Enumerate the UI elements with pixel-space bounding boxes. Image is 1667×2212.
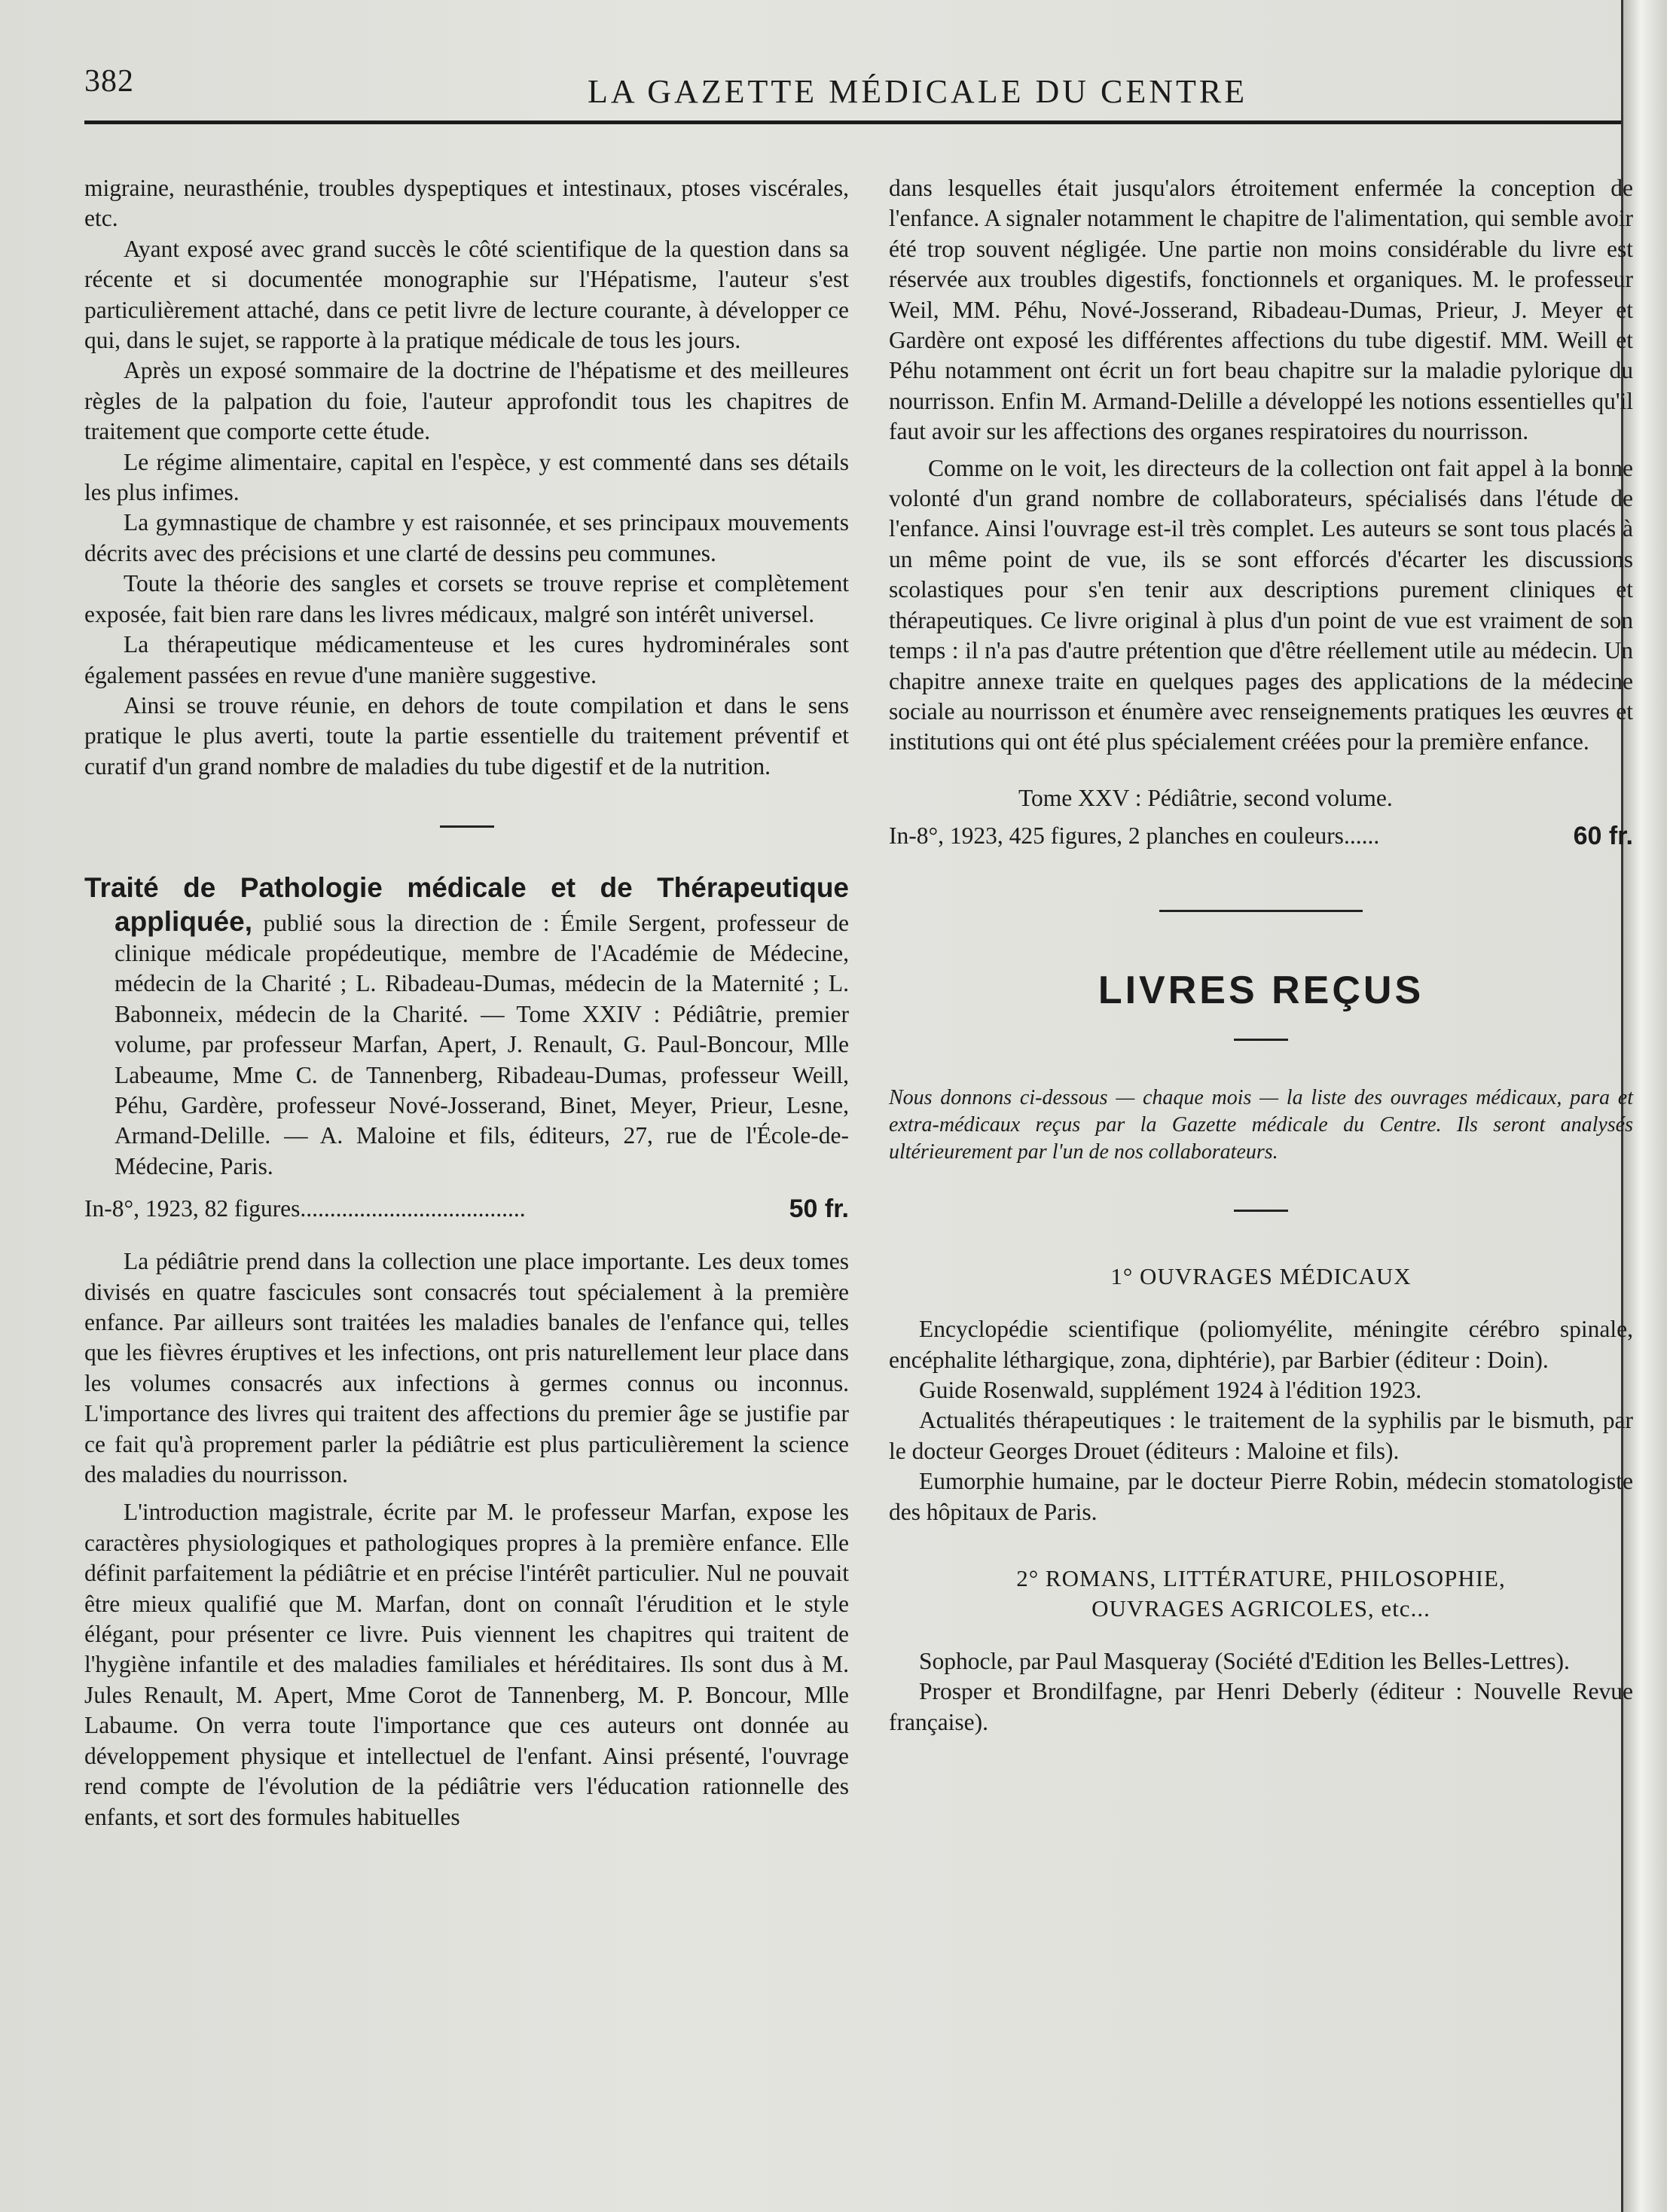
book-entry: Actualités thérapeutiques : le traitement de la syphilis par le bismuth, par le docteur Georges Drouet (éditeurs : Maloine et fils). <box>889 1407 1633 1464</box>
left-paragraph: La gymnastique de chambre y est raisonnée, et ses principaux mouvements décrits avec des précisions et une clarté de dessins peu communes. <box>84 509 849 566</box>
book-price: 60 fr. <box>1573 822 1633 851</box>
tome-line: Tome XXV : Pédiâtrie, second volume. <box>1018 784 1393 811</box>
book-format-line <box>889 821 1633 851</box>
book-description: publié sous la direction de : Émile Sergent, professeur de clinique médicale propédeutique, membre de l'Académie de Médecine, médecin de la Charité ; L. Ribadeau-Dumas, médecin de la Maternité ; L. Babonneix, médecin de la Charité. — Tome XXIV : Pédiâtrie, premier volume, par professeur Marfan, Apert, J. Renault, G. Paul-Boncour, Mlle Labeaume, Mme C. de Tannenberg, Ribadeau-Dumas, professeur Weill, Péhu, Gardère, professeur Nové-Josserand, Binet, Meyer, Prieur, Lesne, Armand-Delille. — A. Maloine et fils, éditeurs, 27, rue de l'École-de-Médecine, Paris. <box>114 909 850 1179</box>
book-format: In-8°, 1923, 425 figures, 2 planches en couleurs...... <box>889 822 1380 850</box>
book-format: In-8°, 1923, 82 figures...................................... <box>84 1195 526 1222</box>
book-review-header <box>84 871 849 1182</box>
right-paragraph: dans lesquelles était jusqu'alors étroitement enfermée la conception de l'enfance. A signaler notamment le chapitre de l'alimentation, qui semble avoir été trop souvent négligée. Une partie non moins considérable du livre est réservée aux troubles digestifs, fonctionnels et organiques. M. le professeur Weil, MM. Péhu, Nové-Josserand, Ribadeau-Dumas, Prieur, J. Meyer et Gardère ont exposé les différentes affections du tube digestif. MM. Weill et Péhu notamment ont écrit un fort beau chapitre sur la maladie pylorique du nourrisson. Enfin M. Armand-Delille a développé les notions essentielles qu'il faut avoir sur les affections des organes respiratoires du nourrisson. <box>889 175 1633 445</box>
left-paragraph: migraine, neurasthénie, troubles dyspeptiques et intestinaux, ptoses viscérales, etc. <box>84 175 849 232</box>
left-paragraph: La pédiâtrie prend dans la collection une place importante. Les deux tomes divisés en quatre fascicules sont consacrés tout spécialement à la première enfance. Par ailleurs sont traitées les maladies banales de l'enfance qui, telles que les fièvres éruptives et les infections, ont pris naturellement leur place dans les volumes consacrés aux infections à germes connus ou inconnus. L'importance des livres qui traitent des affections du premier âge se justifie par ce fait qu'à proprement parler la pédiâtrie est plus particulièrement la science des maladies du nourrisson. <box>84 1248 849 1488</box>
section-note: Nous donnons ci-dessous — chaque mois — la liste des ouvrages médicaux, para et extra-médicaux reçus par la Gazette médicale du Centre. Ils seront analysés ultérieurement par l'un de nos collaborateurs. <box>889 1086 1633 1164</box>
book-format-line <box>84 1194 849 1224</box>
book-entry: Encyclopédie scientifique (poliomyélite, méningite cérébro spinale, encéphalite léthargique, zona, diphtérie), par Barbier (éditeur : Doin). <box>889 1316 1633 1373</box>
section-title: LIVRES REÇUS <box>1098 969 1424 1013</box>
subsection-heading: 1° OUVRAGES MÉDICAUX <box>1110 1263 1412 1290</box>
subsection-heading: 2° ROMANS, LITTÉRATURE, PHILOSOPHIE, <box>1016 1564 1506 1591</box>
header-rule <box>84 121 1621 124</box>
right-column <box>889 173 1633 1738</box>
book-entry: Eumorphie humaine, par le docteur Pierre Robin, médecin stomatologiste des hôpitaux de Paris. <box>889 1468 1633 1525</box>
page-number: 382 <box>84 64 134 99</box>
subsection-heading: OUVRAGES AGRICOLES, etc... <box>1091 1594 1430 1622</box>
book-price: 50 fr. <box>789 1194 849 1224</box>
left-paragraph: Ainsi se trouve réunie, en dehors de toute compilation et dans le sens pratique le plus averti, toute la partie essentielle du traitement préventif et curatif d'un grand nombre de maladies du tube digestif et de la nutrition. <box>84 691 849 780</box>
book-entry: Sophocle, par Paul Masqueray (Société d'Edition les Belles-Lettres). <box>919 1647 1570 1674</box>
left-paragraph: L'introduction magistrale, écrite par M. le professeur Marfan, expose les caractères physiologiques et pathologiques propres à la première enfance. Elle définit parfaitement la pédiâtrie et en précise l'intérêt particulier. Nul ne pouvait être mieux qualifié que M. Marfan, dont on connaît l'érudition et le style élégant, pour présenter ce livre. Puis viennent les chapitres qui traitent de l'hygiène infantile et des maladies familiales et héréditaires. Ils sont dus à M. Jules Renault, M. Apert, Mme Corot de Tannenberg, M. P. Boncour, Mlle Labaume. On verra toute l'importance que ces auteurs ont donnée au développement physique et intellectuel de l'enfant. Ainsi présenté, l'ouvrage rend compte de l'évolution de la pédiâtrie vers l'éducation rationnelle des enfants, et sort des formules habituelles <box>84 1499 849 1830</box>
running-title: LA GAZETTE MÉDICALE DU CENTRE <box>588 73 1248 110</box>
book-entry: Prosper et Brondilfagne, par Henri Deberly (éditeur : Nouvelle Revue française). <box>889 1678 1633 1735</box>
left-paragraph: Le régime alimentaire, capital en l'espèce, y est commenté dans ses détails les plus infimes. <box>84 448 849 506</box>
book-entry: Guide Rosenwald, supplément 1924 à l'édition 1923. <box>919 1376 1422 1403</box>
left-paragraph: Après un exposé sommaire de la doctrine de l'hépatisme et des meilleures règles de la palpation du foie, l'auteur approfondit tous les chapitres de traitement que comporte cette étude. <box>84 357 849 445</box>
left-paragraph: La thérapeutique médicamenteuse et les cures hydrominérales sont également passées en revue d'une manière suggestive. <box>84 631 849 688</box>
left-paragraph: Ayant exposé avec grand succès le côté scientifique de la question dans sa récente et si documentée monographie sur l'Hépatisme, l'auteur s'est particulièrement attaché, dans ce petit livre de lecture courante, à développer ce qui, dans le sujet, se rapporte à la pratique médicale de tous les jours. <box>84 235 849 354</box>
right-paragraph: Comme on le voit, les directeurs de la collection ont fait appel à la bonne volonté d'un grand nombre de collaborateurs, spécialisés dans l'étude de l'enfance. Ainsi l'ouvrage est-il très complet. Les auteurs se sont tous placés à un même point de vue, ils se sont efforcés d'écarter les discussions scolastiques pour s'en tenir aux descriptions purement cliniques et thérapeutiques. Ce livre original à plus d'un point de vue est vraiment de son temps : il n'a pas d'autre prétention que d'être réellement utile au médecin. Un chapitre annexe traite en quelques pages des applications de la médecine sociale au nourrisson et énumère avec renseignements pratiques les œuvres et institutions qui ont été plus spécialement créées pour la première enfance. <box>889 454 1633 755</box>
left-column <box>84 173 849 1832</box>
left-paragraph: Toute la théorie des sangles et corsets se trouve reprise et complètement exposée, fait bien rare dans les livres médicaux, malgré son intérêt universel. <box>84 570 849 627</box>
book-title: Traité de Pathologie médicale et de Thérapeutique appliquée, <box>84 872 849 937</box>
